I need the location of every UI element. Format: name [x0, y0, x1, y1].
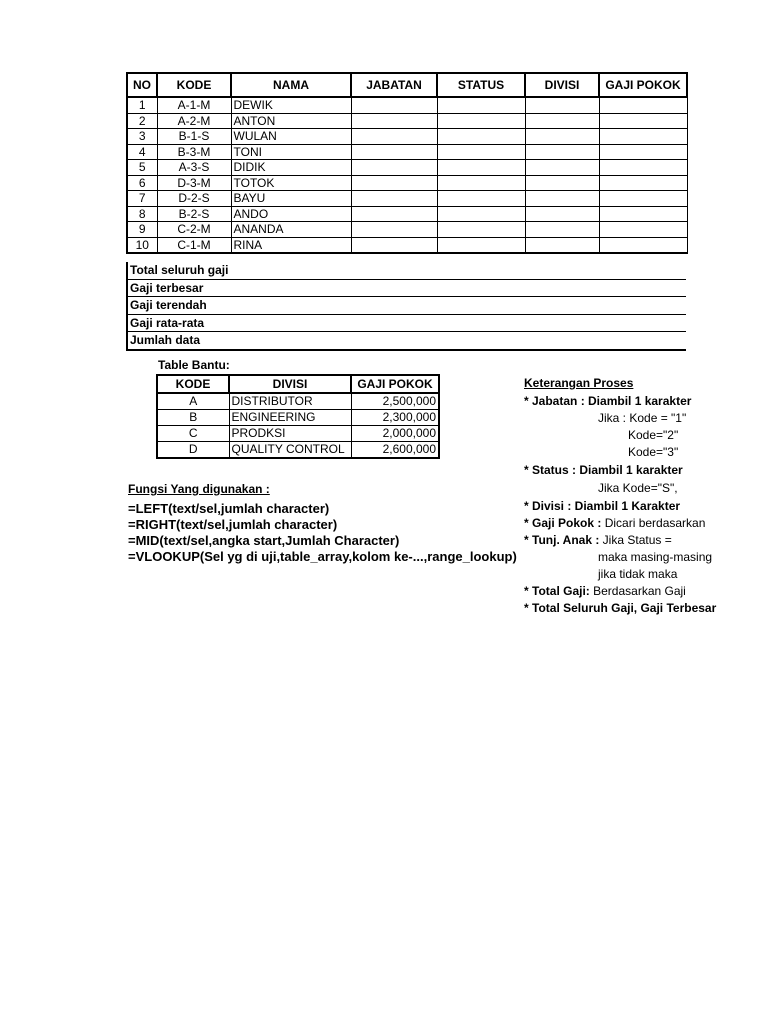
cell-status[interactable]	[437, 206, 525, 222]
cell-status[interactable]	[437, 97, 525, 113]
table-row	[157, 426, 439, 442]
summary-row	[127, 262, 686, 279]
cell-jabatan[interactable]	[351, 160, 437, 176]
table-row	[127, 237, 687, 253]
cell-no[interactable]: 3	[127, 129, 157, 145]
bantu-cell-gaji[interactable]: 2,300,000	[351, 410, 439, 426]
header-nama: NAMA	[231, 73, 351, 97]
cell-jabatan[interactable]	[351, 206, 437, 222]
table-row	[157, 393, 439, 410]
cell-kode[interactable]: D-3-M	[157, 175, 231, 191]
cell-jabatan[interactable]	[351, 97, 437, 113]
bantu-header-gaji-pokok: GAJI POKOK	[351, 375, 439, 393]
bantu-cell-divisi[interactable]: ENGINEERING	[229, 410, 351, 426]
cell-kode[interactable]: C-1-M	[157, 237, 231, 253]
cell-nama[interactable]: ANDO	[231, 206, 351, 222]
bantu-cell-kode[interactable]: B	[157, 410, 229, 426]
cell-divisi[interactable]	[525, 97, 599, 113]
cell-nama[interactable]: DEWIK	[231, 97, 351, 113]
cell-divisi[interactable]	[525, 144, 599, 160]
fungsi-vlookup: =VLOOKUP(Sel yg di uji,table_array,kolom ke-...,range_lookup)	[128, 549, 517, 564]
bantu-cell-kode[interactable]: A	[157, 393, 229, 410]
cell-no[interactable]: 2	[127, 113, 157, 129]
cell-divisi[interactable]	[525, 191, 599, 207]
table-bantu	[156, 374, 440, 459]
cell-status[interactable]	[437, 237, 525, 253]
employee-table	[126, 72, 688, 254]
summary-table	[126, 262, 686, 351]
cell-divisi[interactable]	[525, 222, 599, 238]
cell-nama[interactable]: BAYU	[231, 191, 351, 207]
summary-row	[127, 332, 686, 350]
ket-total-seluruh: * Total Seluruh Gaji, Gaji Terbesar	[524, 601, 717, 615]
cell-status[interactable]	[437, 175, 525, 191]
ket-gaji-pokok	[524, 516, 705, 530]
table-bantu-label: Table Bantu:	[158, 358, 230, 372]
bantu-cell-divisi[interactable]: DISTRIBUTOR	[229, 393, 351, 410]
header-jabatan: JABATAN	[351, 73, 437, 97]
cell-nama[interactable]: RINA	[231, 237, 351, 253]
table-row	[157, 442, 439, 459]
table-row	[127, 206, 687, 222]
cell-no[interactable]: 4	[127, 144, 157, 160]
cell-nama[interactable]: ANTON	[231, 113, 351, 129]
cell-kode[interactable]: C-2-M	[157, 222, 231, 238]
header-divisi: DIVISI	[525, 73, 599, 97]
table-row	[127, 129, 687, 145]
cell-gaji-pokok[interactable]	[599, 237, 687, 253]
ket-status: * Status : Diambil 1 karakter	[524, 463, 683, 477]
ket-jabatan-1: Jika : Kode = "1"	[598, 411, 687, 425]
cell-nama[interactable]: ANANDA	[231, 222, 351, 238]
cell-kode[interactable]: D-2-S	[157, 191, 231, 207]
bantu-cell-kode[interactable]: C	[157, 426, 229, 442]
fungsi-mid: =MID(text/sel,angka start,Jumlah Character)	[128, 533, 400, 548]
cell-divisi[interactable]	[525, 113, 599, 129]
cell-status[interactable]	[437, 113, 525, 129]
cell-no[interactable]: 9	[127, 222, 157, 238]
cell-status[interactable]	[437, 129, 525, 145]
keterangan-title: Keterangan Proses	[524, 376, 634, 390]
cell-jabatan[interactable]	[351, 129, 437, 145]
cell-divisi[interactable]	[525, 129, 599, 145]
ket-tunj-text: Jika Status =	[599, 533, 672, 547]
cell-gaji-pokok[interactable]	[599, 222, 687, 238]
cell-nama[interactable]: DIDIK	[231, 160, 351, 176]
cell-status[interactable]	[437, 144, 525, 160]
cell-kode[interactable]: A-2-M	[157, 113, 231, 129]
gaji-rata-rata-label[interactable]: Gaji rata-rata	[127, 314, 686, 332]
table-header-row	[157, 375, 439, 393]
summary-row	[127, 314, 686, 332]
cell-no[interactable]: 8	[127, 206, 157, 222]
cell-gaji-pokok[interactable]	[599, 97, 687, 113]
cell-jabatan[interactable]	[351, 175, 437, 191]
header-no: NO	[127, 73, 157, 97]
cell-divisi[interactable]	[525, 237, 599, 253]
bantu-cell-gaji[interactable]: 2,500,000	[351, 393, 439, 410]
ket-gaji-label: * Gaji Pokok :	[524, 516, 602, 530]
gaji-terendah-label[interactable]: Gaji terendah	[127, 297, 686, 315]
fungsi-left: =LEFT(text/sel,jumlah character)	[128, 501, 330, 516]
fungsi-right: =RIGHT(text/sel,jumlah character)	[128, 517, 338, 532]
cell-no[interactable]: 5	[127, 160, 157, 176]
total-seluruh-gaji-label[interactable]: Total seluruh gaji	[127, 262, 686, 279]
header-gaji-pokok: GAJI POKOK	[599, 73, 687, 97]
ket-tunj-label: * Tunj. Anak :	[524, 533, 600, 547]
cell-gaji-pokok[interactable]	[599, 175, 687, 191]
cell-no[interactable]: 7	[127, 191, 157, 207]
cell-divisi[interactable]	[525, 206, 599, 222]
cell-kode[interactable]: B-1-S	[157, 129, 231, 145]
ket-tunj-anak	[524, 533, 672, 547]
bantu-header-kode: KODE	[157, 375, 229, 393]
cell-jabatan[interactable]	[351, 222, 437, 238]
bantu-cell-divisi[interactable]: PRODKSI	[229, 426, 351, 442]
ket-jabatan-2: Kode="2"	[628, 428, 679, 442]
cell-nama[interactable]: TOTOK	[231, 175, 351, 191]
cell-no[interactable]: 6	[127, 175, 157, 191]
cell-gaji-pokok[interactable]	[599, 129, 687, 145]
ket-total-gaji	[524, 584, 686, 598]
ket-jabatan: * Jabatan : Diambil 1 karakter	[524, 394, 692, 408]
summary-row	[127, 279, 686, 297]
cell-jabatan[interactable]	[351, 113, 437, 129]
ket-gaji-text: Dicari berdasarkan	[601, 516, 706, 530]
cell-jabatan[interactable]	[351, 191, 437, 207]
cell-kode[interactable]: B-3-M	[157, 144, 231, 160]
ket-divisi: * Divisi : Diambil 1 Karakter	[524, 499, 681, 513]
cell-gaji-pokok[interactable]	[599, 191, 687, 207]
ket-total-label: * Total Gaji:	[524, 584, 590, 598]
cell-gaji-pokok[interactable]	[599, 113, 687, 129]
cell-no[interactable]: 10	[127, 237, 157, 253]
cell-no[interactable]: 1	[127, 97, 157, 113]
table-row	[127, 97, 687, 113]
jumlah-data-label[interactable]: Jumlah data	[127, 332, 686, 350]
cell-kode[interactable]: B-2-S	[157, 206, 231, 222]
cell-kode[interactable]: A-1-M	[157, 97, 231, 113]
header-kode: KODE	[157, 73, 231, 97]
table-row	[127, 175, 687, 191]
cell-divisi[interactable]	[525, 160, 599, 176]
ket-total-text: Berdasarkan Gaji	[589, 584, 686, 598]
cell-nama[interactable]: WULAN	[231, 129, 351, 145]
table-row	[127, 160, 687, 176]
cell-divisi[interactable]	[525, 175, 599, 191]
table-row	[127, 113, 687, 129]
header-status: STATUS	[437, 73, 525, 97]
table-row	[127, 144, 687, 160]
ket-jabatan-3: Kode="3"	[628, 445, 679, 459]
table-row	[157, 410, 439, 426]
table-row	[127, 191, 687, 207]
bantu-cell-divisi[interactable]: QUALITY CONTROL	[229, 442, 351, 459]
cell-status[interactable]	[437, 191, 525, 207]
fungsi-title: Fungsi Yang digunakan :	[128, 482, 270, 496]
cell-gaji-pokok[interactable]	[599, 206, 687, 222]
bantu-cell-kode[interactable]: D	[157, 442, 229, 459]
ket-status-1: Jika Kode="S",	[598, 481, 678, 495]
cell-kode[interactable]: A-3-S	[157, 160, 231, 176]
bantu-cell-gaji[interactable]: 2,000,000	[351, 426, 439, 442]
cell-jabatan[interactable]	[351, 237, 437, 253]
cell-jabatan[interactable]	[351, 144, 437, 160]
table-row	[127, 222, 687, 238]
ket-tunj-3: jika tidak maka	[598, 567, 678, 581]
cell-gaji-pokok[interactable]	[599, 160, 687, 176]
bantu-cell-gaji[interactable]: 2,600,000	[351, 442, 439, 459]
ket-tunj-2: maka masing-masing	[598, 550, 713, 564]
cell-gaji-pokok[interactable]	[599, 144, 687, 160]
gaji-terbesar-label[interactable]: Gaji terbesar	[127, 279, 686, 297]
cell-status[interactable]	[437, 160, 525, 176]
cell-nama[interactable]: TONI	[231, 144, 351, 160]
table-header-row	[127, 73, 687, 97]
bantu-header-divisi: DIVISI	[229, 375, 351, 393]
cell-status[interactable]	[437, 222, 525, 238]
summary-row	[127, 297, 686, 315]
